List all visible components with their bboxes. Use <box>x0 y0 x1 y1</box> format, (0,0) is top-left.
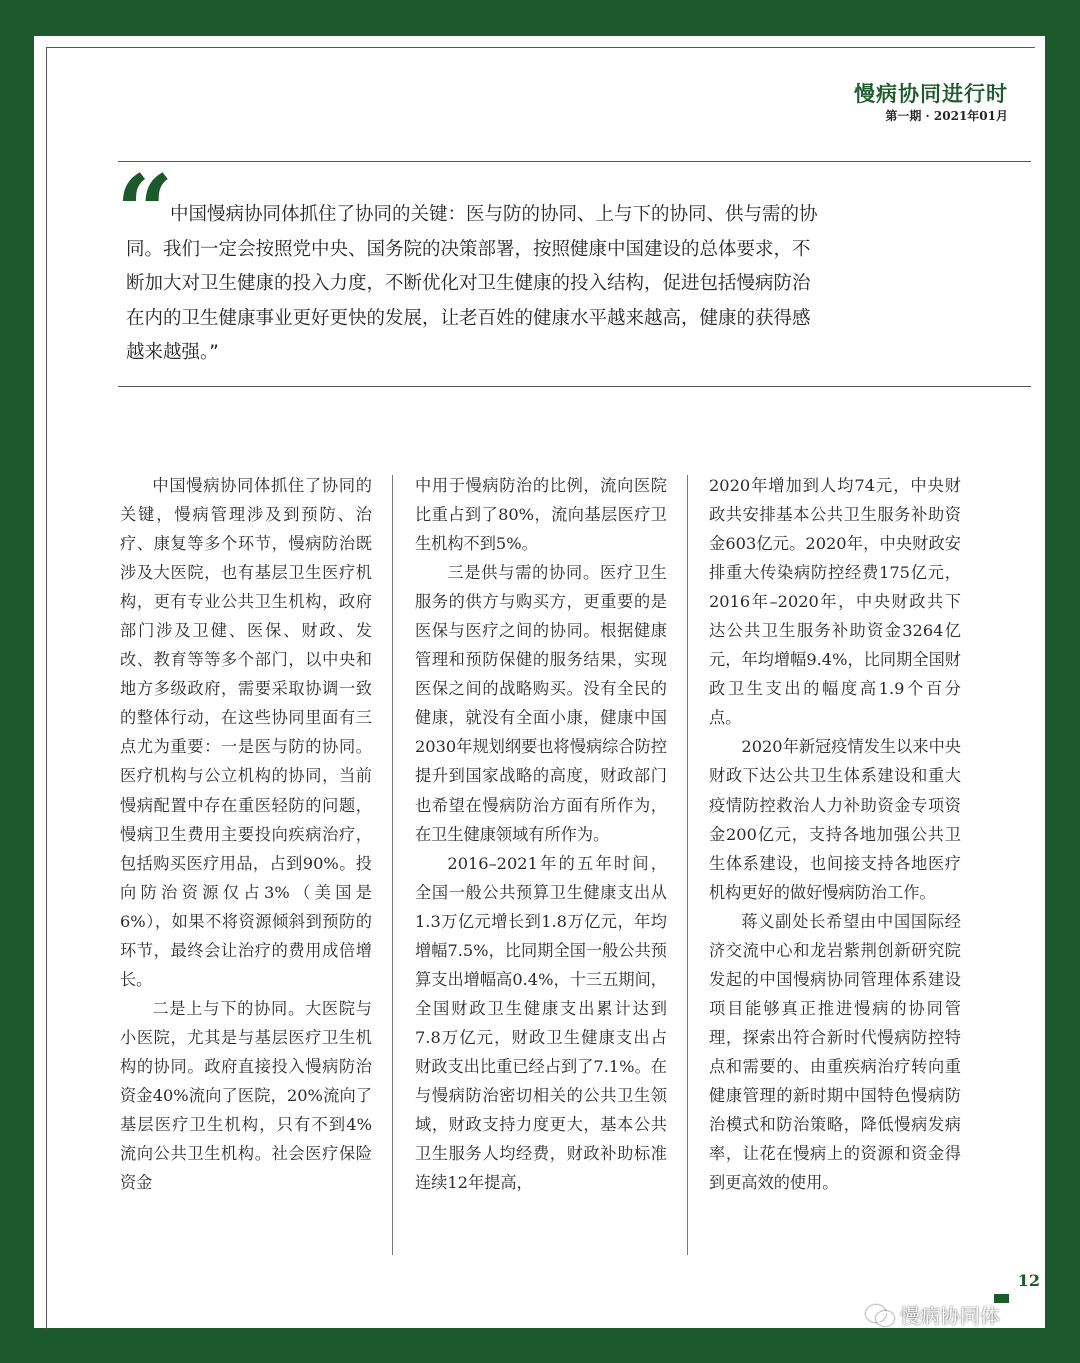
paragraph: 2020年增加到人均74元，中央财政共安排基本公共卫生服务补助资金603亿元。2020年，中央财政安排重大传染病防控经费175亿元，2016年–2020年，中央财政共下达公共卫生服务补助资金3264亿元，年均增幅9.4%，比同期全国财政卫生支出的幅度高1.9个百分点。 <box>709 476 961 728</box>
paragraph: 蒋义副处长希望由中国国际经济交流中心和龙岩紫荆创新研究院发起的中国慢病协同管理体系建设项目能够真正推进慢病的协同管理，探索出符合新时代慢病防控特点和需要的、由重疾病治疗转向重健康管理的新时期中国特色慢病防治模式和防治策略，降低慢病发病率，让花在慢病上的资源和资金得到更高效的使用。 <box>709 911 961 1193</box>
watermark <box>866 1300 1000 1328</box>
page-number: 12 <box>1017 1271 1040 1290</box>
paragraph: 2020年新冠疫情发生以来中央财政下达公共卫生体系建设和重大疫情防控救治人力补助资金专项资金200亿元，支持各地加强公共卫生体系建设，也间接支持各地医疗机构更好的做好慢病防治工作。 <box>709 737 961 902</box>
paragraph: 中用于慢病防治的比例，流向医院比重占到了80%，流向基层医疗卫生机构不到5%。 <box>415 476 667 554</box>
magazine-title: 慢病协同进行时 <box>854 81 1008 106</box>
quote-bottom-rule <box>118 386 1031 387</box>
paragraph: 二是上与下的协同。大医院与小医院，尤其是与基层医疗卫生机构的协同。政府直接投入慢病防治资金40%流向了医院，20%流向了基层医疗卫生机构，只有不到4%流向公共卫生机构。社会医疗保险资金 <box>120 998 372 1193</box>
column-1 <box>120 471 372 1197</box>
column-divider <box>687 475 688 1255</box>
column-divider <box>392 475 393 1255</box>
quote-mark-icon: “ <box>116 153 174 271</box>
issue-date: 第一期 · 2021年01月 <box>885 109 1008 123</box>
paragraph: 三是供与需的协同。医疗卫生服务的供方与购买方，更重要的是医保与医疗之间的协同。根据健康管理和预防保健的服务结果，实现医保之间的战略购买。没有全民的健康，就没有全面小康，健康中国2030年规划纲要也将慢病综合防控提升到国家战略的高度，财政部门也希望在慢病防治方面有所作为，在卫生健康领域有所作为。 <box>415 563 667 844</box>
column-3 <box>709 471 961 1197</box>
column-2 <box>415 471 667 1197</box>
quote-top-rule <box>118 161 1031 162</box>
watermark-text: 慢病协同体 <box>900 1303 1000 1328</box>
wechat-icon <box>866 1303 894 1325</box>
paragraph: 中国慢病协同体抓住了协同的关键，慢病管理涉及到预防、治疗、康复等多个环节，慢病防治既涉及大医院，也有基层卫生医疗机构，更有专业公共卫生机构，政府部门涉及卫健、医保、财政、发改、教育等等多个部门，以中央和地方多级政府，需要采取协调一致的整体行动，在这些协同里面有三点尤为重要：一是医与防的协同。医疗机构与公立机构的协同，当前慢病配置中存在重医轻防的问题，慢病卫生费用主要投向疾病治疗，包括购买医疗用品，占到90%。投向防治资源仅占3%（美国是6%），如果不将资源倾斜到预防的环节，最终会让治疗的费用成倍增长。 <box>120 476 372 989</box>
pull-quote: 中国慢病协同体抓住了协同的关键：医与防的协同、上与下的协同、供与需的协同。我们一定会按照党中央、国务院的决策部署，按照健康中国建设的总体要求，不断加大对卫生健康的投入力度，不断优化对卫生健康的投入结构，促进包括慢病防治在内的卫生健康事业更好更快的发展，让老百姓的健康水平越来越高，健康的获得感越来越强。” <box>126 204 818 363</box>
paragraph: 2016–2021年的五年时间，全国一般公共预算卫生健康支出从1.3万亿元增长到1.8万亿元，年均增幅7.5%，比同期全国一般公共预算支出增幅高0.4%，十三五期间，全国财政卫生健康支出累计达到7.8万亿元，财政卫生健康支出占财政支出比重已经占到了7.1%。在与慢病防治密切相关的公共卫生领域，财政支持力度更大，基本公共卫生服务人均经费，财政补助标准连续12年提高， <box>415 853 667 1193</box>
